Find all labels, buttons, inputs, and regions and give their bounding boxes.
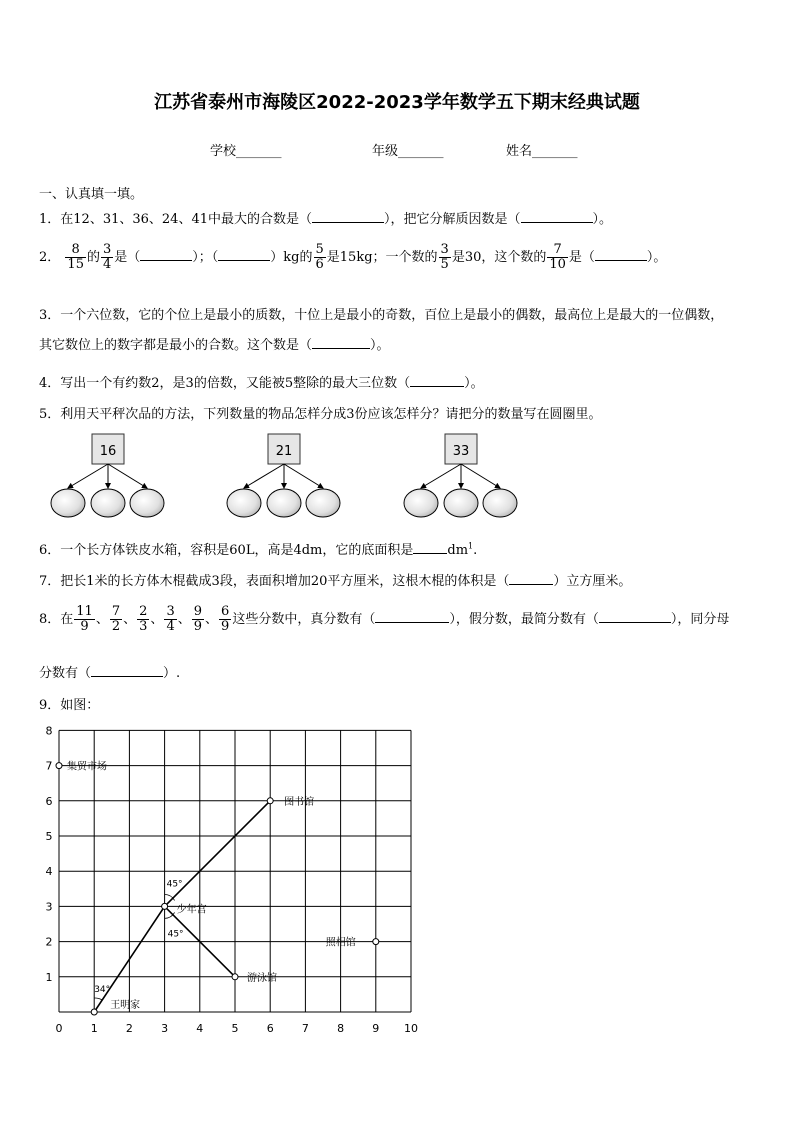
answer-circle xyxy=(91,489,125,517)
y-tick-label: 7 xyxy=(45,759,53,773)
place-point xyxy=(56,763,62,769)
place-label: 游泳馆 xyxy=(247,972,277,984)
question-3-line-2: 其它数位上的数字都是最小的合数。这个数是（ ）。 xyxy=(39,338,390,353)
answer-circle xyxy=(306,489,340,517)
x-tick-label: 7 xyxy=(301,1022,309,1035)
place-label: 少年宫 xyxy=(176,904,207,916)
angle-arc xyxy=(94,998,102,1000)
fraction: $\frac{7}{2}$ xyxy=(111,604,121,634)
place-point xyxy=(373,939,379,945)
question-6: 6．一个长方体铁皮水箱，容积是60L，高是4dm，它的底面积是 $dm^1$. xyxy=(39,541,478,558)
split-diagram-21 xyxy=(227,434,340,517)
question-3-line-1: 3．一个六位数，它的个位上是最小的质数，十位上是最小的奇数，百位上是最小的偶数，最高位上是最大的一位偶数， xyxy=(39,308,724,323)
x-tick-label: 6 xyxy=(266,1022,274,1035)
split-diagram-33 xyxy=(404,434,517,517)
fraction: $\frac{6}{9}$ xyxy=(221,604,230,634)
x-tick-label: 8 xyxy=(337,1022,345,1035)
section-heading: 一、认真填一填。 xyxy=(39,187,144,202)
fraction: $\frac{8}{15}$ xyxy=(67,242,84,272)
x-tick-label: 10 xyxy=(404,1022,418,1035)
x-tick-label: 0 xyxy=(55,1022,63,1035)
page-title: 江苏省泰州市海陵区2022-2023学年数学五下期末经典试题 xyxy=(154,92,640,113)
fraction: $\frac{7}{10}$ xyxy=(549,242,566,272)
question-8-line-2: 分数有（ ）. xyxy=(39,666,181,681)
balance-diagrams xyxy=(40,428,530,524)
x-tick-label: 1 xyxy=(90,1022,98,1035)
grade-field: 年级_______ xyxy=(372,144,444,159)
y-tick-label: 1 xyxy=(45,970,53,984)
angle-label: 34° xyxy=(94,985,111,995)
fraction: $\frac{9}{9}$ xyxy=(193,604,203,634)
fraction: $\frac{5}{6}$ xyxy=(315,242,324,272)
place-label: 照相馆 xyxy=(325,937,356,949)
x-tick-label: 2 xyxy=(125,1022,133,1035)
x-tick-label: 5 xyxy=(231,1022,239,1035)
x-tick-label: 4 xyxy=(196,1022,204,1035)
question-7: 7．把长1米的长方体木棍截成3段，表面积增加20平方厘米，这根木棍的体积是（ ）立方厘米。 xyxy=(39,574,632,589)
place-label: 图书馆 xyxy=(284,796,315,808)
answer-circle xyxy=(51,489,85,517)
place-label: 集贸市场 xyxy=(67,761,107,773)
school-field: 学校_______ xyxy=(210,144,282,159)
question-5: 5．利用天平秤次品的方法，下列数量的物品怎样分成3份应该怎样分？请把分的数量写在圆圈里。 xyxy=(39,407,602,422)
fraction: $\frac{2}{3}$ xyxy=(139,604,148,634)
place-point xyxy=(91,1009,97,1015)
y-tick-label: 3 xyxy=(45,900,53,914)
place-point xyxy=(162,903,168,909)
answer-circle xyxy=(227,489,261,517)
name-field: 姓名_______ xyxy=(506,144,578,159)
place-label: 王明家 xyxy=(110,1000,141,1011)
y-tick-label: 8 xyxy=(45,724,53,738)
count-label: 21 xyxy=(275,444,293,459)
coordinate-grid xyxy=(30,720,430,1045)
place-point xyxy=(267,798,273,804)
answer-circle xyxy=(483,489,517,517)
fraction: $\frac{3}{5}$ xyxy=(440,242,449,272)
question-8: 8．在 $\frac{11}{9}$ 、 $\frac{7}{2}$ 、 $\frac{2}{3}$ 、 $\frac{3}{4}$ 、 $\frac{9}{9}$ 、 $\frac{6}{9}$ 这些分数中，真分数有（ ），假分数，最简分数有（ ），同分母 xyxy=(39,604,730,634)
x-tick-label: 3 xyxy=(161,1022,169,1035)
count-label: 16 xyxy=(99,444,117,459)
x-tick-label: 9 xyxy=(372,1022,380,1035)
y-tick-label: 5 xyxy=(45,830,53,843)
angle-label: 45° xyxy=(167,929,184,940)
place-point xyxy=(232,974,238,980)
answer-circle xyxy=(404,489,438,517)
split-diagram-16 xyxy=(51,434,164,517)
question-4: 4．写出一个有约数2，是3的倍数，又能被5整除的最大三位数（ ）。 xyxy=(39,376,484,391)
y-tick-label: 4 xyxy=(45,865,53,879)
fraction: $\frac{3}{4}$ xyxy=(102,242,112,272)
answer-circle xyxy=(267,489,301,517)
count-label: 33 xyxy=(452,444,470,459)
question-9: 9．如图： xyxy=(39,698,100,713)
question-1: 1．在12、31、36、24、41中最大的合数是（ ），把它分解质因数是（ ）。 xyxy=(39,212,613,227)
answer-circle xyxy=(444,489,478,517)
answer-circle xyxy=(130,489,164,517)
angle-label: 45° xyxy=(166,879,183,890)
y-tick-label: 6 xyxy=(45,794,53,808)
question-2: 2． $\frac{8}{15}$ 的 $\frac{3}{4}$ 是（ ）；（ ）kg的 $\frac{5}{6}$ 是15kg；一个数的 $\frac{3}{5}$ 是30，这个数的 $\frac{7}{10}$ 是（ ）。 xyxy=(39,242,667,272)
y-tick-label: 2 xyxy=(45,935,53,949)
fraction: $\frac{11}{9}$ xyxy=(76,604,93,634)
fraction: $\frac{3}{4}$ xyxy=(166,604,175,634)
